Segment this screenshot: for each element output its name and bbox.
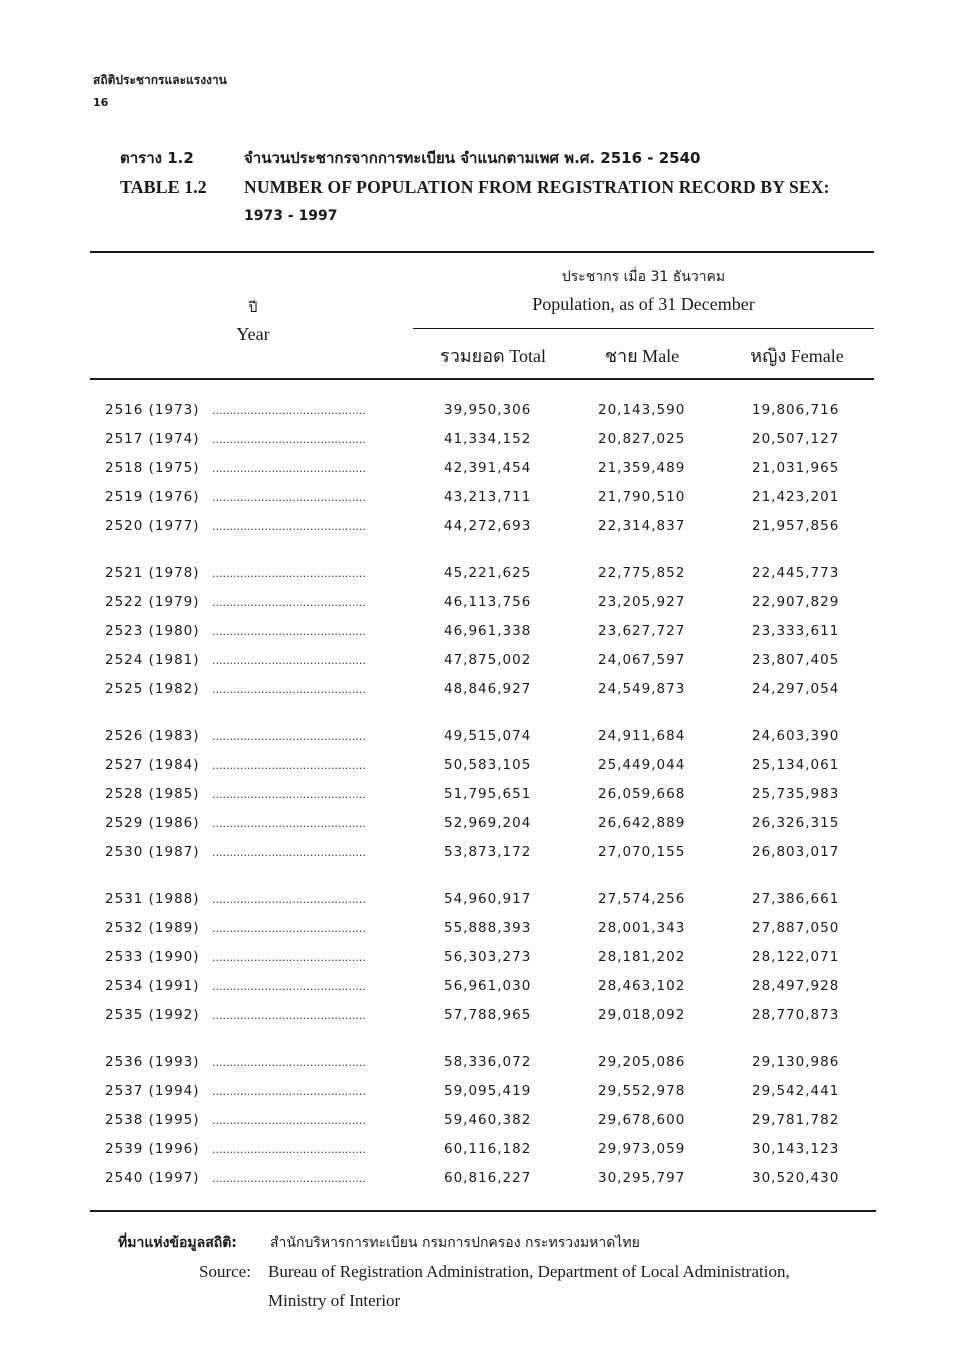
male-cell: 29,018,092: [598, 1007, 686, 1023]
male-cell: 25,449,044: [598, 757, 686, 773]
male-cell: 29,552,978: [598, 1083, 686, 1099]
male-cell: 22,775,852: [598, 565, 686, 581]
year-cell: 2520 (1977): [105, 518, 200, 534]
header-bottom-rule: [90, 378, 874, 380]
leader-dots: ............................................: [212, 1172, 366, 1185]
male-cell: 30,295,797: [598, 1170, 686, 1186]
table-row: [0, 623, 966, 643]
female-cell: 25,735,983: [752, 786, 840, 802]
source-value-english-line1: Bureau of Registration Administration, Department of Local Administration,: [268, 1262, 790, 1281]
table-row: [0, 757, 966, 777]
male-cell: 24,067,597: [598, 652, 686, 668]
leader-dots: ............................................: [212, 1143, 366, 1156]
total-cell: 51,795,651: [444, 786, 532, 802]
year-cell: 2534 (1991): [105, 978, 200, 994]
leader-dots: ............................................: [212, 683, 366, 696]
female-cell: 29,542,441: [752, 1083, 840, 1099]
table-row: [0, 1112, 966, 1132]
header-male: ชาย Male: [604, 346, 680, 366]
leader-dots: ............................................: [212, 404, 366, 417]
leader-dots: ............................................: [212, 567, 366, 580]
male-cell: 24,911,684: [598, 728, 686, 744]
table-row: [0, 844, 966, 864]
total-cell: 60,816,227: [444, 1170, 532, 1186]
table-title-thai: จำนวนประชากรจากการทะเบียน จำแนกตามเพศ พ.ศ. 2516 - 2540: [244, 149, 701, 167]
male-cell: 23,205,927: [598, 594, 686, 610]
header-population-english: Population, as of 31 December: [532, 294, 755, 314]
male-cell: 20,827,025: [598, 431, 686, 447]
table-row: [0, 518, 966, 538]
female-cell: 22,445,773: [752, 565, 840, 581]
female-cell: 27,887,050: [752, 920, 840, 936]
year-cell: 2518 (1975): [105, 460, 200, 476]
total-cell: 56,303,273: [444, 949, 532, 965]
table-row: [0, 431, 966, 451]
female-cell: 28,497,928: [752, 978, 840, 994]
male-cell: 23,627,727: [598, 623, 686, 639]
table-row: [0, 1054, 966, 1074]
year-cell: 2519 (1976): [105, 489, 200, 505]
total-cell: 57,788,965: [444, 1007, 532, 1023]
leader-dots: ............................................: [212, 433, 366, 446]
year-cell: 2538 (1995): [105, 1112, 200, 1128]
female-cell: 28,770,873: [752, 1007, 840, 1023]
leader-dots: ............................................: [212, 625, 366, 638]
female-cell: 21,031,965: [752, 460, 840, 476]
year-cell: 2529 (1986): [105, 815, 200, 831]
total-cell: 58,336,072: [444, 1054, 532, 1070]
female-cell: 22,907,829: [752, 594, 840, 610]
source-value-thai: สำนักบริหารการทะเบียน กรมการปกครอง กระทรวงมหาดไทย: [270, 1235, 640, 1251]
table-title-years: 1973 - 1997: [244, 208, 338, 224]
female-cell: 30,143,123: [752, 1141, 840, 1157]
year-cell: 2528 (1985): [105, 786, 200, 802]
table-row: [0, 565, 966, 585]
total-cell: 44,272,693: [444, 518, 532, 534]
table-row: [0, 920, 966, 940]
total-cell: 59,095,419: [444, 1083, 532, 1099]
table-top-rule: [90, 251, 874, 253]
year-cell: 2521 (1978): [105, 565, 200, 581]
table-row: [0, 460, 966, 480]
table-row: [0, 681, 966, 701]
leader-dots: ............................................: [212, 730, 366, 743]
year-cell: 2533 (1990): [105, 949, 200, 965]
table-row: [0, 728, 966, 748]
header-total: รวมยอด Total: [440, 346, 546, 366]
page-number: 16: [93, 96, 109, 109]
total-cell: 60,116,182: [444, 1141, 532, 1157]
male-cell: 22,314,837: [598, 518, 686, 534]
year-cell: 2517 (1974): [105, 431, 200, 447]
male-cell: 20,143,590: [598, 402, 686, 418]
male-cell: 28,001,343: [598, 920, 686, 936]
year-cell: 2524 (1981): [105, 652, 200, 668]
male-cell: 29,205,086: [598, 1054, 686, 1070]
total-cell: 43,213,711: [444, 489, 532, 505]
leader-dots: ............................................: [212, 462, 366, 475]
header-year-thai: ปี: [248, 300, 258, 316]
table-label-thai: ตาราง 1.2: [120, 149, 194, 167]
table-row: [0, 402, 966, 422]
table-row: [0, 978, 966, 998]
female-cell: 29,130,986: [752, 1054, 840, 1070]
female-cell: 25,134,061: [752, 757, 840, 773]
leader-dots: ............................................: [212, 951, 366, 964]
year-cell: 2540 (1997): [105, 1170, 200, 1186]
female-cell: 19,806,716: [752, 402, 840, 418]
leader-dots: ............................................: [212, 817, 366, 830]
table-row: [0, 1170, 966, 1190]
male-cell: 27,574,256: [598, 891, 686, 907]
source-label-thai: ที่มาแห่งข้อมูลสถิติ:: [118, 1235, 237, 1251]
header-population-thai: ประชากร เมื่อ 31 ธันวาคม: [561, 269, 726, 285]
total-cell: 55,888,393: [444, 920, 532, 936]
leader-dots: ............................................: [212, 491, 366, 504]
year-cell: 2535 (1992): [105, 1007, 200, 1023]
total-cell: 50,583,105: [444, 757, 532, 773]
table-label-english: TABLE 1.2: [120, 177, 207, 197]
total-cell: 53,873,172: [444, 844, 532, 860]
source-label-english: Source:: [199, 1262, 251, 1281]
female-cell: 20,507,127: [752, 431, 840, 447]
header-subrule: [413, 328, 874, 329]
male-cell: 21,359,489: [598, 460, 686, 476]
year-cell: 2537 (1994): [105, 1083, 200, 1099]
total-cell: 45,221,625: [444, 565, 532, 581]
male-cell: 24,549,873: [598, 681, 686, 697]
leader-dots: ............................................: [212, 1085, 366, 1098]
female-cell: 21,423,201: [752, 489, 840, 505]
leader-dots: ............................................: [212, 922, 366, 935]
table-row: [0, 891, 966, 911]
female-cell: 23,807,405: [752, 652, 840, 668]
table-bottom-rule: [90, 1210, 876, 1212]
year-cell: 2531 (1988): [105, 891, 200, 907]
leader-dots: ............................................: [212, 654, 366, 667]
female-cell: 28,122,071: [752, 949, 840, 965]
year-cell: 2522 (1979): [105, 594, 200, 610]
table-row: [0, 786, 966, 806]
table-row: [0, 1007, 966, 1027]
female-cell: 23,333,611: [752, 623, 840, 639]
year-cell: 2516 (1973): [105, 402, 200, 418]
total-cell: 52,969,204: [444, 815, 532, 831]
leader-dots: ............................................: [212, 893, 366, 906]
year-cell: 2526 (1983): [105, 728, 200, 744]
total-cell: 49,515,074: [444, 728, 532, 744]
female-cell: 24,297,054: [752, 681, 840, 697]
total-cell: 56,961,030: [444, 978, 532, 994]
total-cell: 54,960,917: [444, 891, 532, 907]
total-cell: 48,846,927: [444, 681, 532, 697]
table-row: [0, 815, 966, 835]
female-cell: 24,603,390: [752, 728, 840, 744]
table-row: [0, 489, 966, 509]
female-cell: 27,386,661: [752, 891, 840, 907]
total-cell: 47,875,002: [444, 652, 532, 668]
year-cell: 2532 (1989): [105, 920, 200, 936]
male-cell: 29,678,600: [598, 1112, 686, 1128]
year-cell: 2527 (1984): [105, 757, 200, 773]
table-row: [0, 1083, 966, 1103]
leader-dots: ............................................: [212, 1056, 366, 1069]
female-cell: 29,781,782: [752, 1112, 840, 1128]
total-cell: 59,460,382: [444, 1112, 532, 1128]
leader-dots: ............................................: [212, 596, 366, 609]
total-cell: 46,961,338: [444, 623, 532, 639]
male-cell: 27,070,155: [598, 844, 686, 860]
total-cell: 39,950,306: [444, 402, 532, 418]
female-cell: 26,326,315: [752, 815, 840, 831]
source-value-english-line2: Ministry of Interior: [268, 1291, 401, 1310]
table-row: [0, 1141, 966, 1161]
male-cell: 29,973,059: [598, 1141, 686, 1157]
table-title-english: NUMBER OF POPULATION FROM REGISTRATION RECORD BY SEX:: [244, 177, 830, 197]
total-cell: 41,334,152: [444, 431, 532, 447]
leader-dots: ............................................: [212, 520, 366, 533]
leader-dots: ............................................: [212, 980, 366, 993]
year-cell: 2539 (1996): [105, 1141, 200, 1157]
table-row: [0, 949, 966, 969]
leader-dots: ............................................: [212, 1114, 366, 1127]
header-year-english: Year: [236, 324, 270, 344]
leader-dots: ............................................: [212, 788, 366, 801]
header-female: หญิง Female: [750, 346, 844, 366]
running-head: สถิติประชากรและแรงงาน: [93, 73, 227, 87]
total-cell: 46,113,756: [444, 594, 532, 610]
male-cell: 21,790,510: [598, 489, 686, 505]
year-cell: 2525 (1982): [105, 681, 200, 697]
male-cell: 28,463,102: [598, 978, 686, 994]
female-cell: 21,957,856: [752, 518, 840, 534]
table-row: [0, 652, 966, 672]
male-cell: 26,059,668: [598, 786, 686, 802]
leader-dots: ............................................: [212, 759, 366, 772]
leader-dots: ............................................: [212, 1009, 366, 1022]
year-cell: 2536 (1993): [105, 1054, 200, 1070]
total-cell: 42,391,454: [444, 460, 532, 476]
female-cell: 30,520,430: [752, 1170, 840, 1186]
male-cell: 28,181,202: [598, 949, 686, 965]
female-cell: 26,803,017: [752, 844, 840, 860]
male-cell: 26,642,889: [598, 815, 686, 831]
leader-dots: ............................................: [212, 846, 366, 859]
year-cell: 2523 (1980): [105, 623, 200, 639]
year-cell: 2530 (1987): [105, 844, 200, 860]
table-row: [0, 594, 966, 614]
